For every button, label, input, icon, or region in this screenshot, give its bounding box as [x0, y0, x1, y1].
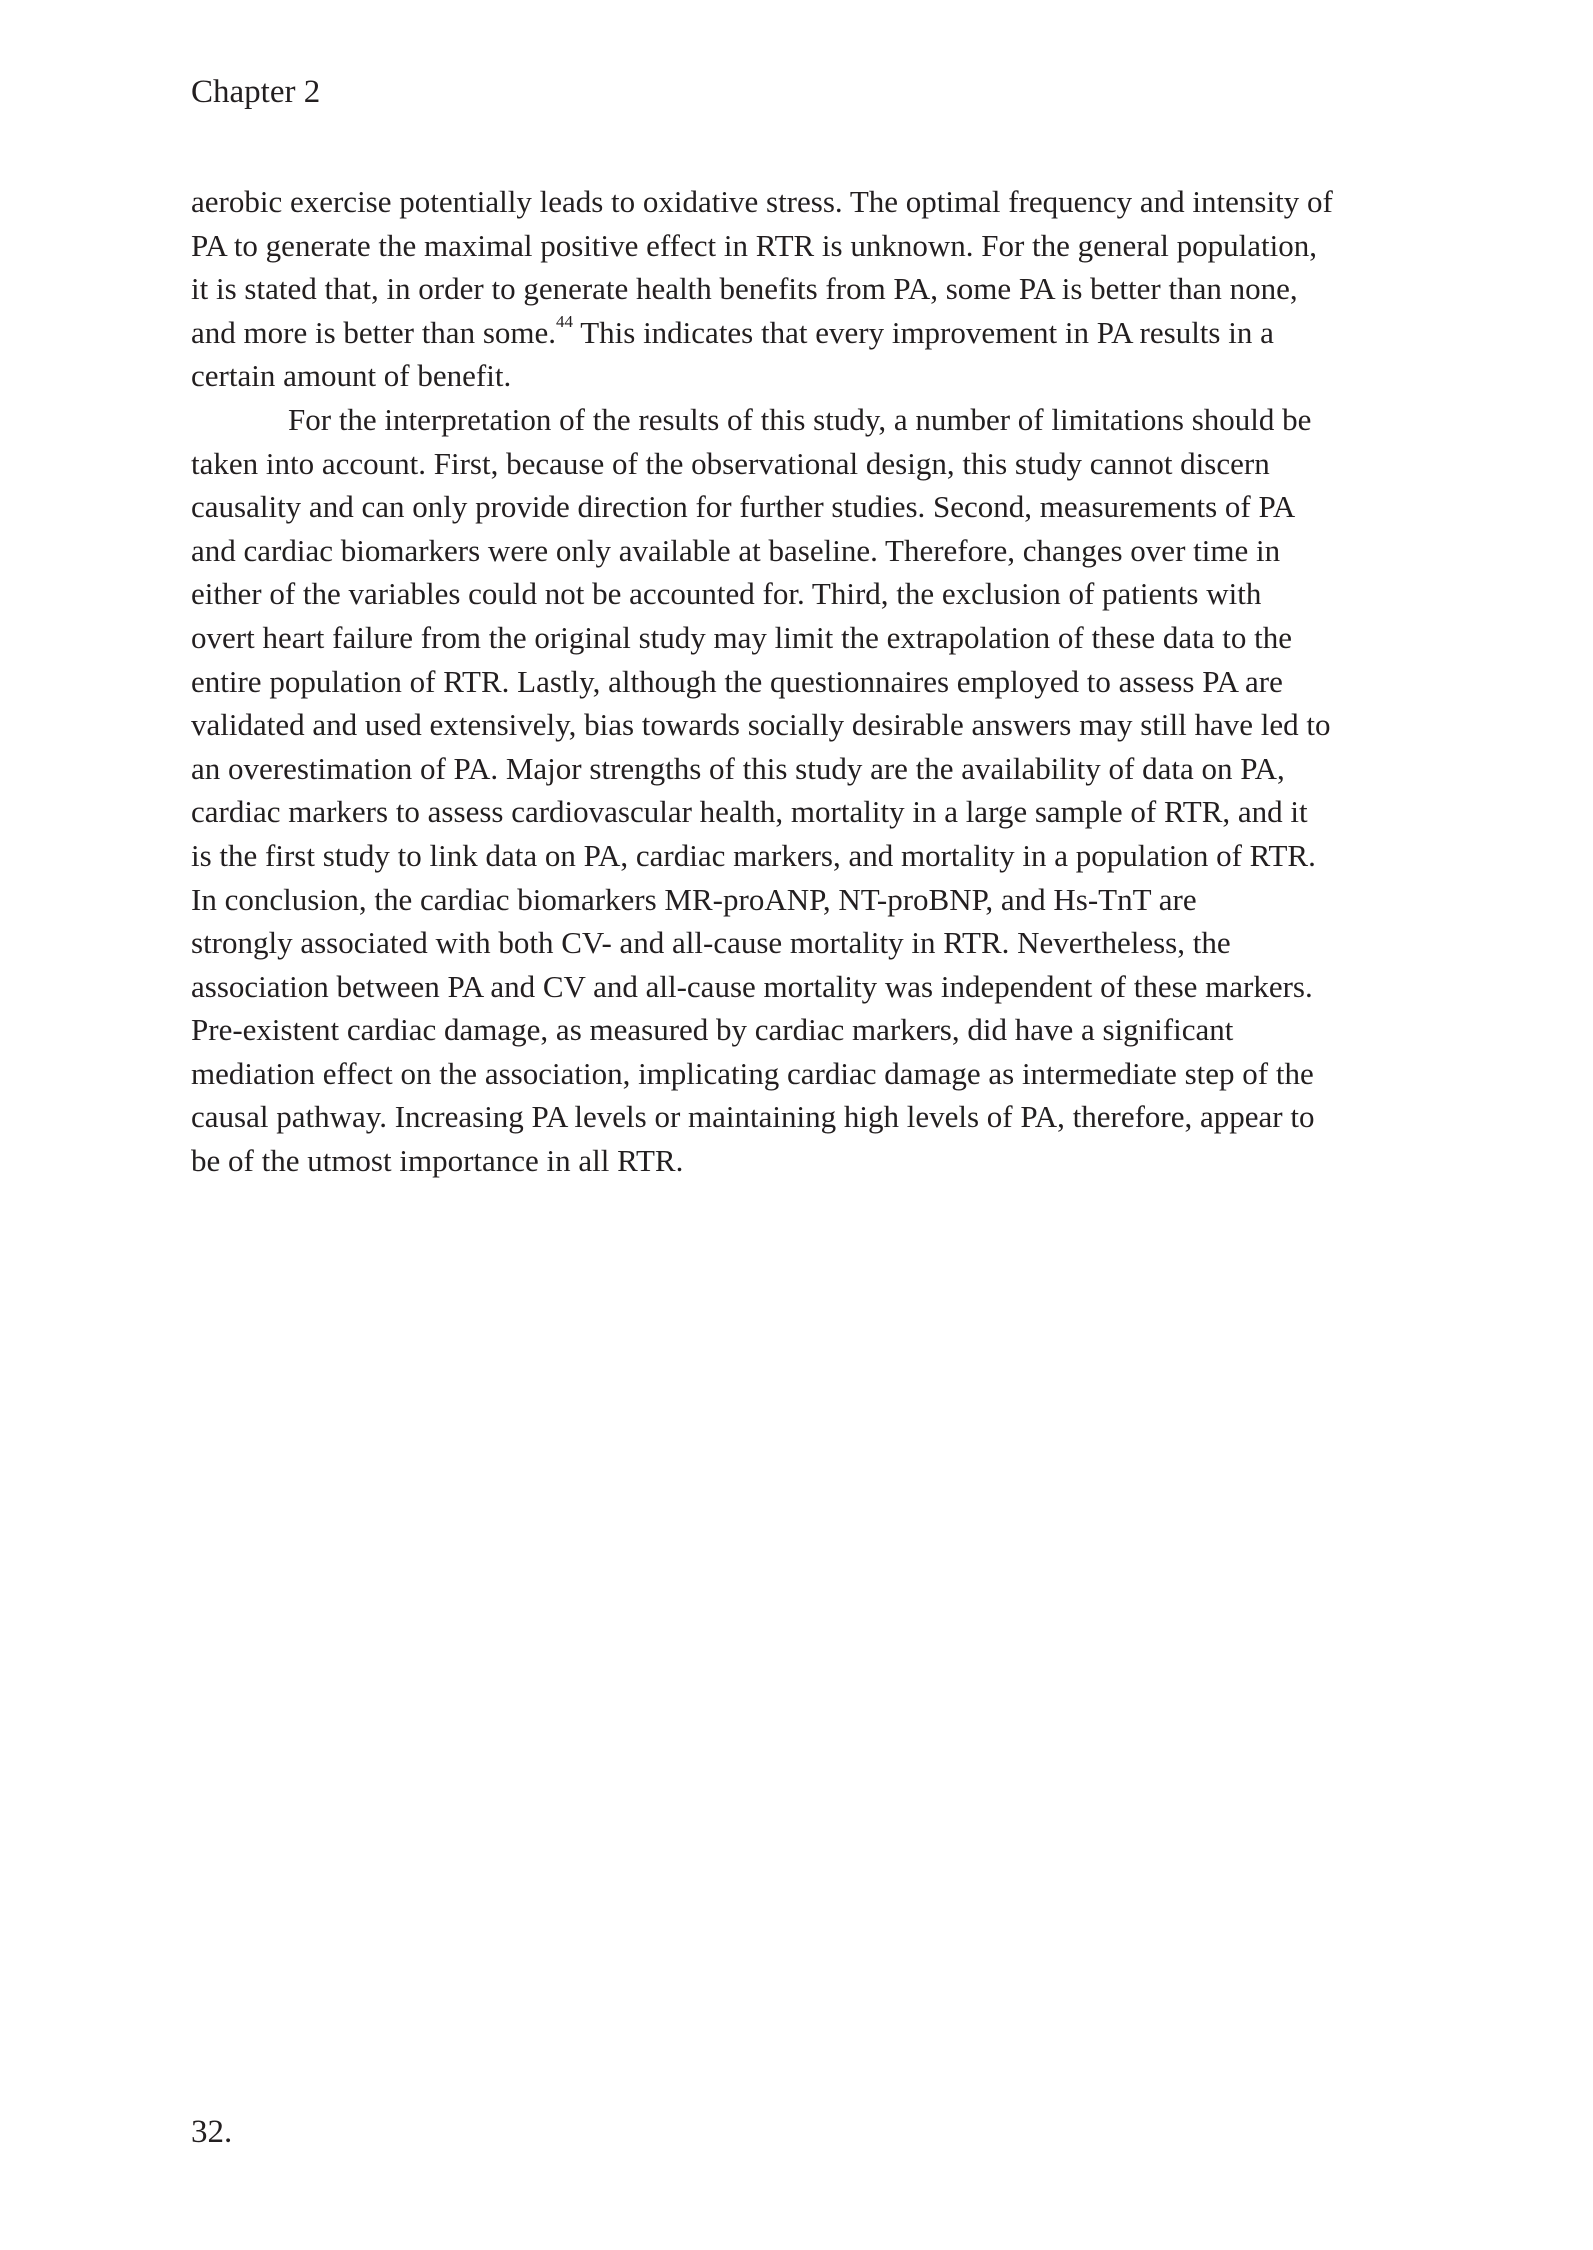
- text-line: mediation effect on the association, implicating cardiac damage as intermediate step of the: [191, 1055, 1314, 1091]
- reference-superscript: 44: [556, 312, 574, 332]
- text-line: certain amount of benefit.: [191, 358, 512, 394]
- text-line: validated and used extensively, bias towards socially desirable answers may still have led to: [191, 707, 1331, 743]
- page-number: 32.: [191, 2114, 233, 2150]
- text-line: overt heart failure from the original study may limit the extrapolation of these data to the: [191, 619, 1293, 655]
- text-line: Pre-existent cardiac damage, as measured by cardiac markers, did have a significant: [191, 1012, 1234, 1048]
- body-text: [191, 180, 1386, 1183]
- text-line: and cardiac biomarkers were only available at baseline. Therefore, changes over time in: [191, 532, 1281, 568]
- text-line: either of the variables could not be accounted for. Third, the exclusion of patients with: [191, 576, 1262, 612]
- text-line: association between PA and CV and all-cause mortality was independent of these markers.: [191, 968, 1313, 1004]
- text-line: an overestimation of PA. Major strengths of this study are the availability of data on PA,: [191, 750, 1285, 786]
- text-segment: and more is better than some.: [191, 314, 557, 350]
- text-line: causality and can only provide direction for further studies. Second, measurements of PA: [191, 489, 1296, 525]
- text-line: strongly associated with both CV- and all-cause mortality in RTR. Nevertheless, the: [191, 925, 1231, 961]
- paragraph-1: [191, 180, 1386, 398]
- text-line: taken into account. First, because of the observational design, this study cannot discern: [191, 445, 1270, 481]
- text-line: In conclusion, the cardiac biomarkers MR-proANP, NT-proBNP, and Hs-TnT are: [191, 881, 1197, 917]
- text-line: causal pathway. Increasing PA levels or maintaining high levels of PA, therefore, appear to: [191, 1099, 1315, 1135]
- text-line: be of the utmost importance in all RTR.: [191, 1143, 684, 1179]
- text-line: cardiac markers to assess cardiovascular health, mortality in a large sample of RTR, and it: [191, 794, 1308, 830]
- text-line: entire population of RTR. Lastly, although the questionnaires employed to assess PA are: [191, 663, 1283, 699]
- text-line: [191, 311, 1386, 355]
- text-line: For the interpretation of the results of this study, a number of limitations should be: [288, 401, 1312, 437]
- running-head: Chapter 2: [191, 74, 321, 110]
- text-line: PA to generate the maximal positive effect in RTR is unknown. For the general population,: [191, 227, 1317, 263]
- text-line: is the first study to link data on PA, cardiac markers, and mortality in a population of RTR.: [191, 837, 1316, 873]
- text-line: it is stated that, in order to generate health benefits from PA, some PA is better than none,: [191, 271, 1298, 307]
- text-segment: This indicates that every improvement in PA results in a: [573, 314, 1274, 350]
- text-line: aerobic exercise potentially leads to oxidative stress. The optimal frequency and intensity of: [191, 184, 1333, 219]
- paragraph-2: [191, 398, 1386, 1183]
